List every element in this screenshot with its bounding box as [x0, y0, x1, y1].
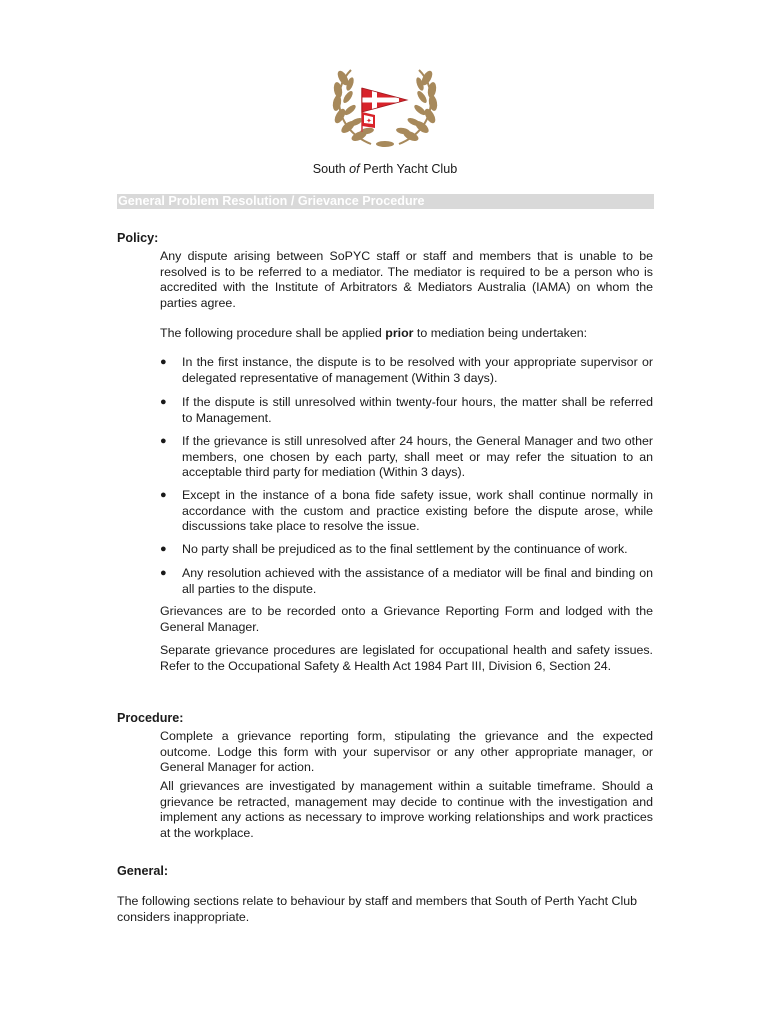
- bullet-icon: ●: [160, 435, 167, 447]
- procedure-intro: The following procedure shall be applied prior to mediation being undertaken:: [160, 326, 588, 340]
- general-text: The following sections relate to behaviour by staff and members that South of Perth Yacht Club considers inappropriate.: [117, 894, 638, 924]
- procedure-heading: Procedure:: [117, 711, 184, 725]
- policy-intro: Any dispute arising between SoPYC staff or staff and members that is unable to be resolved is to be referred to a mediator. The mediator is required to be a person who is accredited with the Institute of Arbitrators & Mediators Australia (IAMA) on whom the parties agree.: [160, 249, 653, 310]
- svg-text:✦: ✦: [366, 117, 372, 125]
- bullet-icon: ●: [160, 543, 167, 555]
- procedure-step-1: Complete a grievance reporting form, stipulating the grievance and the expected outcome. Lodge this form with your supervisor or any other appropriate manager, or General Manager for action.: [160, 729, 653, 775]
- bullet-icon: ●: [160, 396, 167, 408]
- page-title: General Problem Resolution / Grievance Procedure: [118, 194, 425, 208]
- grievances-recorded-text: Grievances are to be recorded onto a Grievance Reporting Form and lodged with the General Manager.: [160, 604, 653, 634]
- bullet-icon: ●: [160, 489, 167, 501]
- burgee-flag-icon: [362, 88, 407, 132]
- policy-heading: Policy:: [117, 231, 159, 245]
- general-heading: General:: [117, 864, 169, 878]
- bullet-icon: ●: [160, 567, 167, 579]
- club-logo: [331, 66, 439, 148]
- procedure-step-2: All grievances are investigated by management within a suitable timeframe. Should a grievance be retracted, management may decide to continue with the investigation and implement any actions as necessary to improve working relationships and work practices at the workplace.: [160, 779, 653, 840]
- club-name: South of Perth Yacht Club: [312, 162, 458, 176]
- bullet-icon: ●: [160, 356, 167, 368]
- document-page: ✦ South of Perth Yacht Club General Problem Resolution / Grievance Procedure Policy: Any dispute arising between SoPYC staff or staff and members that is unable to be resolved is to be referred to a mediator. The mediator is required to be a person who is accredited with the Institute of Arbitrators & Mediators Australia (IAMA) on whom the parties agree. The following procedure shall be applied prior to mediation being undertaken: ● In the first instance, the dispute is to be resolved with your appropriate supervisor or delegated representative of management (Within 3 days). ● If the dispute is still unresolved within twenty-four hours, the matter shall be referred to Management. ● If the grievance is still unresolved after 24 hours, the General Manager and two other members, one chosen by each party, shall meet or may refer the situation to an acceptable third party for mediation (Within 3 days). ● Except in the instance of a bona fide safety issue, work shall continue normally in accordance with the custom and practice existing before the dispute arose, while discussions take place to resolve the issue. ● No party shall be prejudiced as to the final settlement by the continuance of work. ● Any resolution achieved with the assistance of a mediator will be final and binding on all parties to the dispute. Grievances are to be recorded onto a Grievance Reporting Form and lodged with the General Manager. Separate grievance procedures are legislated for occupational health and safety issues. Refer to the Occupational Safety & Health Act 1984 Part III, Division 6, Section 24. Procedure: Complete a grievance reporting form, stipulating the grievance and the expected outcome. Lodge this form with your supervisor or any other appropriate manager, or General Manager for action. All grievances are investigated by management within a suitable timeframe. Should a grievance be retracted, management may decide to continue with the investigation and implement any actions as necessary to improve working relationships and work practices at the workplace. General: The following sections relate to behaviour by staff and members that South of Perth Yacht Club considers inappropriate.: [0, 0, 770, 1024]
- laurel-wreath-icon: [332, 69, 439, 147]
- separate-procedures-text: Separate grievance procedures are legislated for occupational health and safety issues. Refer to the Occupational Safety & Health Act 1984 Part III, Division 6, Section 24.: [160, 643, 653, 673]
